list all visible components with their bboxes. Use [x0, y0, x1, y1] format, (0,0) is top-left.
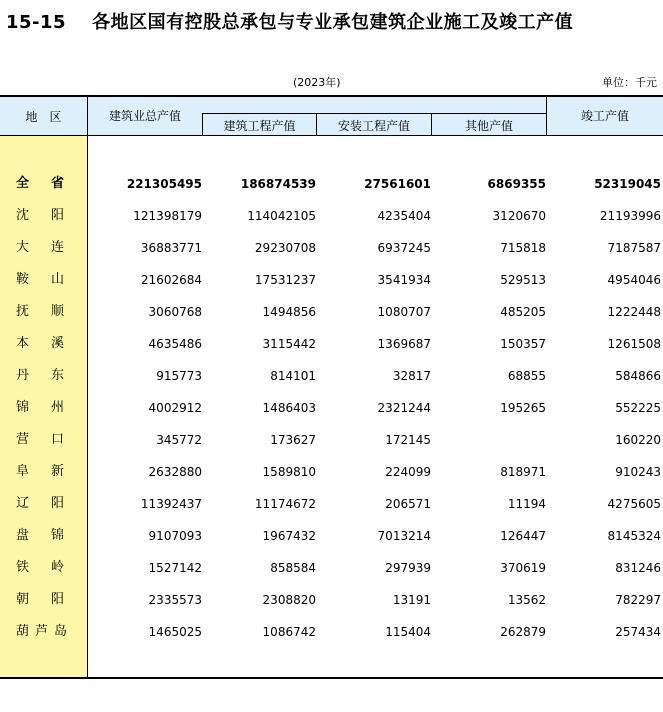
cell-installation: 3541934: [377, 273, 431, 287]
cell-construction: 17531237: [254, 273, 316, 287]
table-row: [0, 296, 663, 328]
cell-installation: 27561601: [364, 177, 431, 191]
cell-installation: 7013214: [377, 529, 431, 543]
table-row: [0, 328, 663, 360]
cell-completed: 910243: [615, 465, 661, 479]
cell-other: 68855: [507, 369, 546, 383]
cell-completed: 160220: [615, 433, 661, 447]
cell-construction: 1486403: [262, 401, 316, 415]
cell-completed: 552225: [615, 401, 661, 415]
top-rule: [0, 95, 663, 97]
header-completed: 竣工产值: [580, 109, 629, 123]
cell-construction: 1086742: [262, 625, 316, 639]
cell-installation: 13191: [392, 593, 431, 607]
table-row: [0, 456, 663, 488]
table-row: [0, 424, 663, 456]
cell-other: 818971: [500, 465, 546, 479]
table-number: 15-15: [6, 12, 67, 33]
cell-construction: 29230708: [254, 241, 316, 255]
cell-completed: 4954046: [607, 273, 661, 287]
page-title: [6, 8, 573, 34]
table-row: [0, 520, 663, 552]
row-region: 朝阳: [16, 592, 87, 607]
cell-construction: 186874539: [240, 177, 316, 191]
cell-construction: 1494856: [262, 305, 316, 319]
subheader-rule: [203, 113, 547, 114]
header-installation: 安装工程产值: [337, 119, 410, 133]
cell-other: 529513: [500, 273, 546, 287]
row-region: 盘锦: [16, 528, 87, 543]
cell-construction: 2308820: [262, 593, 316, 607]
cell-completed: 7187587: [607, 241, 661, 255]
cell-installation: 1369687: [377, 337, 431, 351]
row-region: 丹东: [16, 368, 87, 383]
cell-total: 4002912: [148, 401, 202, 415]
cell-installation: 115404: [385, 625, 431, 639]
cell-total: 221305495: [126, 177, 202, 191]
table-row: [0, 584, 663, 616]
row-region: 阜新: [16, 464, 87, 479]
row-region: 沈阳: [16, 208, 87, 223]
cell-other: 715818: [500, 241, 546, 255]
cell-construction: 3115442: [262, 337, 316, 351]
cell-total: 21602684: [140, 273, 202, 287]
row-region: 鞍山: [16, 272, 87, 287]
cell-installation: 2321244: [377, 401, 431, 415]
cell-other: 13562: [507, 593, 546, 607]
cell-completed: 8145324: [607, 529, 661, 543]
table-title: 各地区国有控股总承包与专业承包建筑企业施工及竣工产值: [92, 12, 574, 33]
cell-completed: 4275605: [607, 497, 661, 511]
cell-installation: 6937245: [377, 241, 431, 255]
cell-total: 4635486: [148, 337, 202, 351]
cell-installation: 172145: [385, 433, 431, 447]
header-total-output: 建筑业总产值: [108, 109, 181, 123]
cell-construction: 1589810: [262, 465, 316, 479]
data-table: [0, 95, 663, 679]
cell-other: 11194: [507, 497, 546, 511]
cell-completed: 831246: [615, 561, 661, 575]
cell-installation: 1080707: [377, 305, 431, 319]
table-row-total: [0, 168, 663, 200]
table-row: [0, 616, 663, 648]
row-region: 营口: [16, 432, 87, 447]
cell-completed: 21193996: [599, 209, 661, 223]
cell-installation: 297939: [385, 561, 431, 575]
row-region: 抚顺: [16, 304, 87, 319]
cell-installation: 206571: [385, 497, 431, 511]
cell-completed: 584866: [615, 369, 661, 383]
cell-construction: 814101: [270, 369, 316, 383]
cell-installation: 4235404: [377, 209, 431, 223]
table-row: [0, 264, 663, 296]
cell-completed: 1261508: [607, 337, 661, 351]
cell-construction: 114042105: [247, 209, 316, 223]
table-row: [0, 200, 663, 232]
year-label: (2023年): [293, 76, 341, 89]
cell-total: 9107093: [148, 529, 202, 543]
cell-other: 126447: [500, 529, 546, 543]
cell-other: 195265: [500, 401, 546, 415]
cell-construction: 858584: [270, 561, 316, 575]
cell-other: 370619: [500, 561, 546, 575]
cell-total: 2335573: [148, 593, 202, 607]
cell-total: 345772: [156, 433, 202, 447]
cell-completed: 52319045: [594, 177, 661, 191]
cell-total: 1527142: [148, 561, 202, 575]
row-region: 全省: [16, 176, 87, 191]
row-region: 铁岭: [16, 560, 87, 575]
cell-other: 3120670: [492, 209, 546, 223]
table-row: [0, 360, 663, 392]
cell-installation: 224099: [385, 465, 431, 479]
cell-installation: 32817: [392, 369, 431, 383]
cell-construction: 1967432: [262, 529, 316, 543]
cell-other: 150357: [500, 337, 546, 351]
cell-total: 1465025: [148, 625, 202, 639]
row-region: 葫芦岛: [16, 624, 74, 639]
cell-completed: 257434: [615, 625, 661, 639]
cell-total: 121398179: [133, 209, 202, 223]
unit-label: 单位：千元: [602, 76, 657, 89]
bottom-rule: [0, 677, 663, 679]
cell-other: 262879: [500, 625, 546, 639]
table-row: [0, 232, 663, 264]
header-region: 地 区: [25, 110, 62, 124]
row-region: 本溪: [16, 336, 87, 351]
cell-construction: 11174672: [254, 497, 316, 511]
table-row: [0, 392, 663, 424]
cell-total: 2632880: [148, 465, 202, 479]
header-other: 其他产值: [464, 119, 513, 133]
cell-other: 485205: [500, 305, 546, 319]
cell-construction: 173627: [270, 433, 316, 447]
cell-total: 11392437: [140, 497, 202, 511]
cell-completed: 1222448: [607, 305, 661, 319]
row-region: 大连: [16, 240, 87, 255]
table-row: [0, 488, 663, 520]
cell-total: 36883771: [140, 241, 202, 255]
cell-other: 6869355: [487, 177, 546, 191]
table-row: [0, 552, 663, 584]
row-region: 辽阳: [16, 496, 87, 511]
cell-completed: 782297: [615, 593, 661, 607]
row-region: 锦州: [16, 400, 87, 415]
header-bottom-rule: [0, 135, 663, 136]
cell-total: 3060768: [148, 305, 202, 319]
header-construction: 建筑工程产值: [223, 119, 296, 133]
cell-total: 915773: [156, 369, 202, 383]
